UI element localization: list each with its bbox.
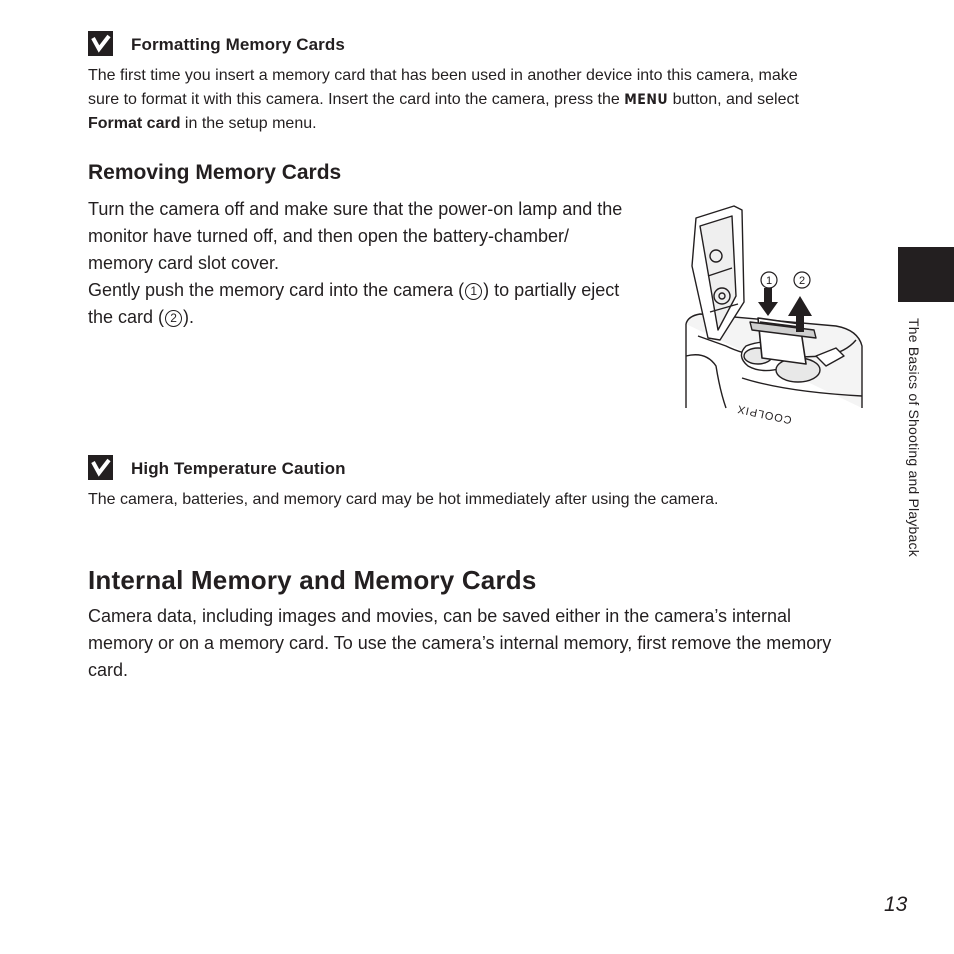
- camera-brand-text: COOLPIX: [735, 402, 793, 426]
- body-line: monitor have turned off, and then open the battery-chamber/: [88, 226, 569, 246]
- paragraph-removing: [88, 196, 668, 331]
- note-text: sure to format it with this camera. Insert the card into the camera, press the: [88, 91, 625, 108]
- callout-2: 2: [165, 310, 182, 327]
- body-text: ).: [183, 307, 195, 327]
- note-line: The first time you insert a memory card that has been used in another device into this camera, make: [88, 67, 798, 84]
- heading-internal-memory: Internal Memory and Memory Cards: [88, 565, 537, 595]
- note-text-high-temperature: The camera, batteries, and memory card may be hot immediately after using the camera.: [88, 491, 719, 508]
- illustration-label-1: 1: [765, 275, 773, 287]
- callout-1: 1: [465, 283, 482, 300]
- menu-button-glyph: MENU: [624, 92, 669, 108]
- camera-drawing: [686, 206, 864, 426]
- check-note-icon: [88, 31, 113, 56]
- illustration-label-2: 2: [798, 275, 806, 287]
- body-text: ) to partially eject: [483, 280, 620, 300]
- body-line: Turn the camera off and make sure that the power-on lamp and the: [88, 199, 623, 219]
- note-text-formatting: [88, 64, 878, 136]
- note-title-high-temperature: High Temperature Caution: [131, 459, 346, 478]
- body-line: [88, 304, 668, 331]
- body-text: Gently push the memory card into the camera (: [88, 280, 465, 300]
- page-number: 13: [884, 893, 908, 916]
- body-line: memory card slot cover.: [88, 253, 280, 273]
- push-arrow-icon: [758, 288, 778, 316]
- camera-card-illustration: [686, 206, 864, 426]
- note-line: [88, 112, 878, 136]
- menu-item-format-card: Format card: [88, 115, 181, 132]
- note-text: button, and select: [668, 91, 799, 108]
- body-text: the card (: [88, 307, 165, 327]
- check-note-icon: [88, 455, 113, 480]
- paragraph-internal-memory: [88, 603, 878, 684]
- note-title-formatting: Formatting Memory Cards: [131, 35, 345, 54]
- body-line: memory or on a memory card. To use the camera’s internal memory, first remove the memory: [88, 633, 832, 653]
- note-line: [88, 88, 878, 112]
- body-line: Camera data, including images and movies, can be saved either in the camera’s internal: [88, 606, 792, 626]
- body-line: card.: [88, 660, 129, 680]
- body-line: [88, 277, 668, 304]
- note-text: in the setup menu.: [180, 115, 317, 132]
- section-tab-marker: [898, 247, 954, 302]
- heading-removing-memory-cards: Removing Memory Cards: [88, 161, 342, 184]
- side-tab-label: The Basics of Shooting and Playback: [906, 318, 922, 557]
